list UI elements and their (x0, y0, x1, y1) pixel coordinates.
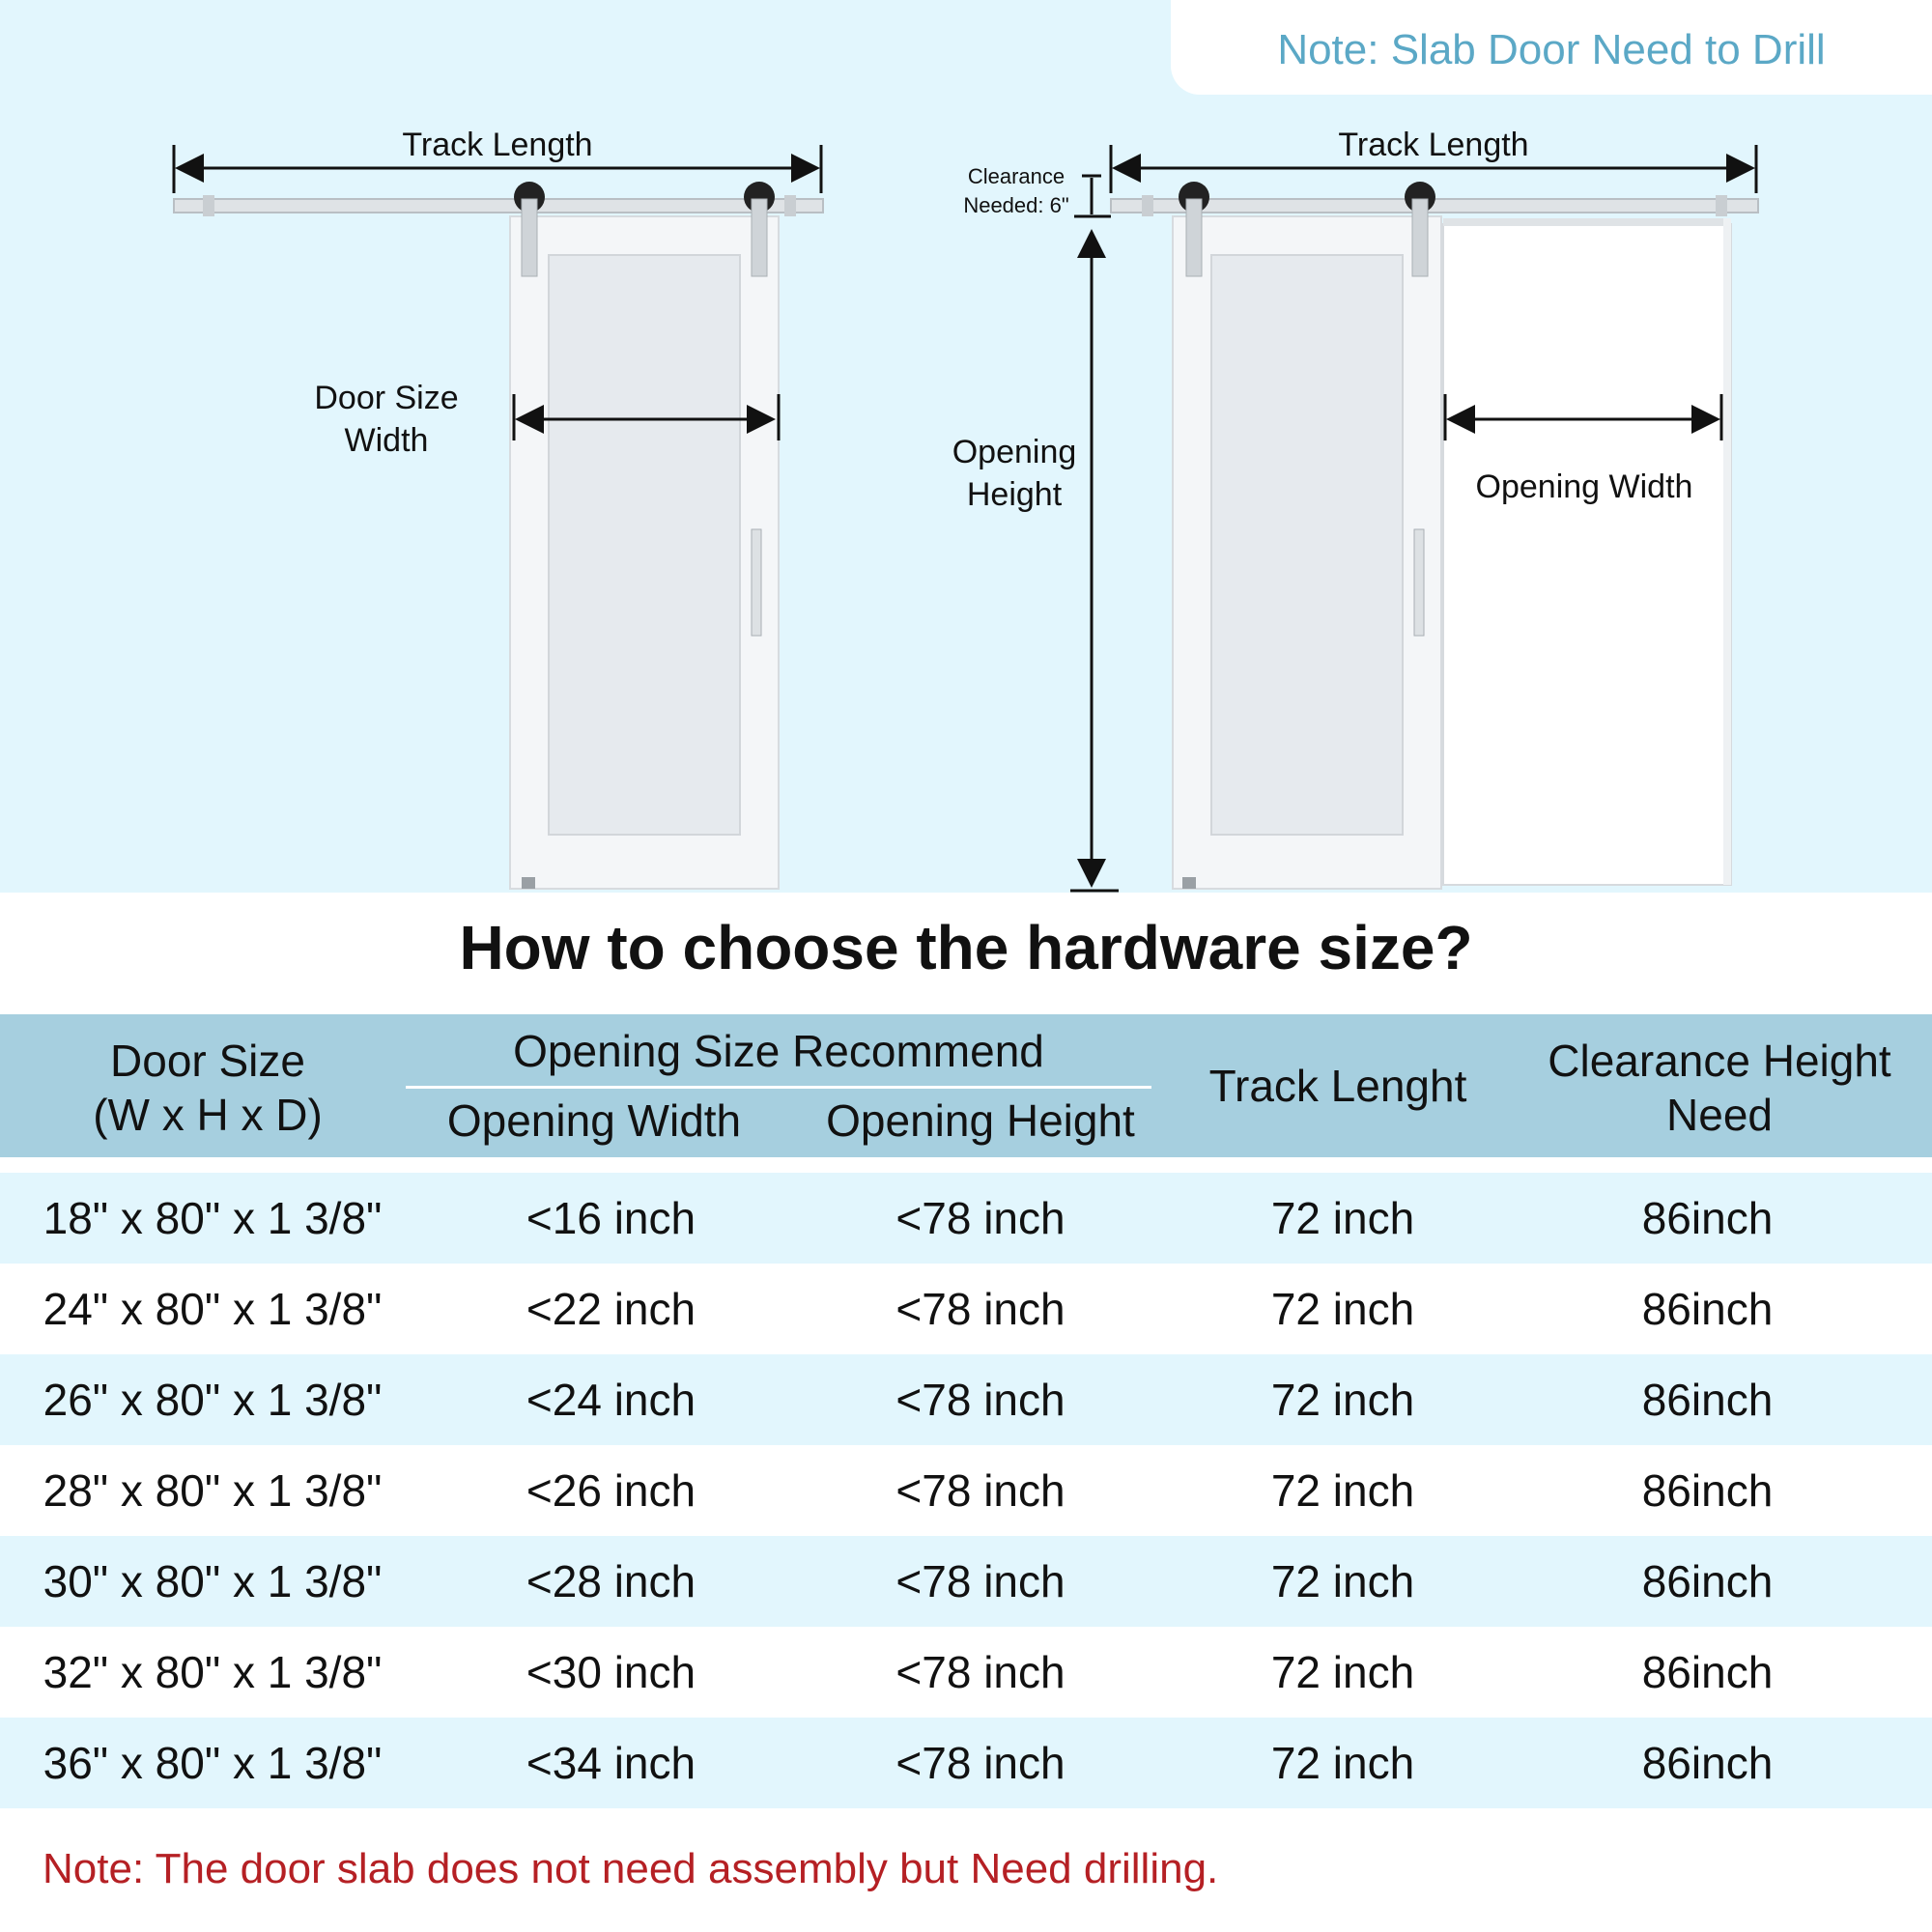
clearance-value-line: Needed: 6" (963, 193, 1069, 217)
cell-track-length: 72 inch (1270, 1556, 1415, 1606)
header-opening-width: Opening Width (446, 1095, 742, 1146)
right-opening-frame (1723, 218, 1731, 885)
cell-door-size: 30" x 80" x 1 3/8" (43, 1556, 383, 1606)
cell-clearance: 86inch (1641, 1284, 1774, 1334)
table-row (0, 1173, 1932, 1264)
table-heading: How to choose the hardware size? (459, 913, 1473, 982)
left-track-stop (784, 195, 796, 216)
left-door-panel (549, 255, 740, 835)
cell-door-size: 32" x 80" x 1 3/8" (43, 1647, 383, 1697)
cell-opening-width: <34 inch (526, 1738, 696, 1788)
table-row (0, 1445, 1932, 1536)
left-floor-guide (522, 877, 535, 889)
header-door-size (0, 1034, 415, 1142)
header-door-dims-line: (W x H x D) (93, 1090, 323, 1140)
cell-opening-width: <16 inch (526, 1193, 696, 1243)
cell-opening-width: <24 inch (526, 1375, 696, 1425)
cell-clearance: 86inch (1641, 1738, 1774, 1788)
door-size-width-label (280, 377, 493, 462)
note-slab-drill: Note: Slab Door Need to Drill (1277, 26, 1826, 73)
left-track-stop (203, 195, 214, 216)
left-track-length-label: Track Length (402, 127, 593, 163)
right-track-stop (1716, 195, 1727, 216)
header-clearance (1507, 1034, 1932, 1142)
right-opening (1443, 224, 1731, 885)
height-label-line: Height (966, 476, 1063, 513)
left-track-rail (174, 199, 823, 213)
cell-track-length: 72 inch (1270, 1647, 1415, 1697)
table-row (0, 1718, 1932, 1808)
right-door-assembly (1111, 182, 1758, 889)
right-track-stop (1142, 195, 1153, 216)
right-door-panel (1211, 255, 1403, 835)
opening-label-line: Opening (952, 434, 1077, 470)
opening-height-label (927, 431, 1101, 516)
left-roller-strap (522, 199, 537, 276)
cell-track-length: 72 inch (1270, 1375, 1415, 1425)
note-drilling: Note: The door slab does not need assembly but Need drilling. (43, 1845, 1219, 1892)
table-row (0, 1536, 1932, 1627)
header-opening-group: Opening Size Recommend (513, 1026, 1044, 1076)
header-opening-height: Opening Height (826, 1095, 1135, 1146)
right-roller-strap (1186, 199, 1202, 276)
cell-opening-height: <78 inch (895, 1556, 1065, 1606)
clearance-needed-label (939, 162, 1094, 220)
cell-door-size: 28" x 80" x 1 3/8" (43, 1465, 383, 1516)
cell-opening-width: <22 inch (526, 1284, 696, 1334)
cell-track-length: 72 inch (1270, 1738, 1415, 1788)
cell-opening-height: <78 inch (895, 1738, 1065, 1788)
door-size-label-line: Door Size (314, 380, 459, 416)
cell-track-length: 72 inch (1270, 1284, 1415, 1334)
right-floor-guide (1182, 877, 1196, 889)
cell-clearance: 86inch (1641, 1647, 1774, 1697)
cell-opening-width: <26 inch (526, 1465, 696, 1516)
left-roller-strap (752, 199, 767, 276)
right-opening-frame (1443, 218, 1731, 226)
table-row (0, 1627, 1932, 1718)
right-roller-strap (1412, 199, 1428, 276)
cell-clearance: 86inch (1641, 1193, 1774, 1243)
header-clearance-line: Clearance Height (1548, 1036, 1891, 1086)
cell-door-size: 24" x 80" x 1 3/8" (43, 1284, 383, 1334)
cell-clearance: 86inch (1641, 1556, 1774, 1606)
header-door-size-line: Door Size (110, 1036, 305, 1086)
right-track-length-label: Track Length (1338, 127, 1529, 163)
cell-track-length: 72 inch (1270, 1465, 1415, 1516)
cell-opening-height: <78 inch (895, 1193, 1065, 1243)
clearance-label-line: Clearance (967, 164, 1065, 188)
cell-clearance: 86inch (1641, 1465, 1774, 1516)
left-door-handle (752, 529, 761, 636)
header-group-divider (406, 1086, 1151, 1089)
cell-opening-height: <78 inch (895, 1647, 1065, 1697)
header-need-line: Need (1666, 1090, 1773, 1140)
table-row (0, 1264, 1932, 1354)
cell-clearance: 86inch (1641, 1375, 1774, 1425)
cell-opening-width: <30 inch (526, 1647, 696, 1697)
cell-track-length: 72 inch (1270, 1193, 1415, 1243)
cell-opening-height: <78 inch (895, 1465, 1065, 1516)
cell-door-size: 26" x 80" x 1 3/8" (43, 1375, 383, 1425)
left-door-assembly (174, 182, 823, 889)
cell-door-size: 18" x 80" x 1 3/8" (43, 1193, 383, 1243)
door-width-label-line: Width (344, 422, 429, 459)
cell-opening-height: <78 inch (895, 1375, 1065, 1425)
cell-opening-width: <28 inch (526, 1556, 696, 1606)
right-door-handle (1414, 529, 1424, 636)
cell-opening-height: <78 inch (895, 1284, 1065, 1334)
opening-width-label: Opening Width (1475, 469, 1693, 505)
cell-door-size: 36" x 80" x 1 3/8" (43, 1738, 383, 1788)
header-track-length: Track Lenght (1208, 1061, 1467, 1111)
table-row (0, 1354, 1932, 1445)
